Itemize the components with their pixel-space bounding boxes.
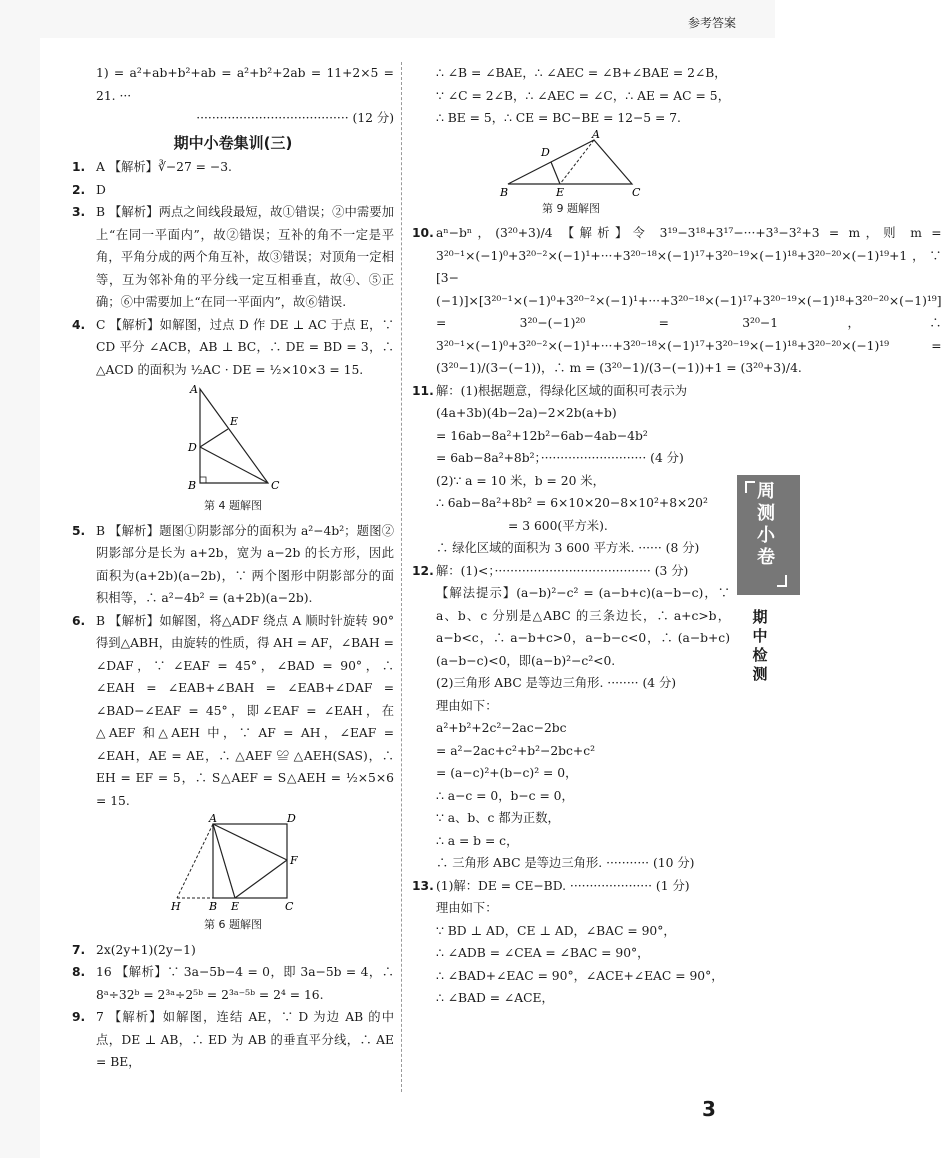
side-tab — [737, 475, 800, 595]
label-b: B — [188, 479, 197, 492]
question-4 — [72, 314, 394, 382]
tab-char: 小 — [757, 525, 775, 546]
answer-text: aⁿ−bⁿ，(3²⁰+3)/4 【解析】令 3¹⁹−3¹⁸+3¹⁷−···+3³−3²+3 = m，则 m = 3²⁰⁻¹×(−1)⁰+3²⁰⁻²×(−1)¹+···+3²⁰⁻¹⁸×(−1)¹⁷+3²⁰⁻¹⁹×(−1)¹⁸+3²⁰⁻²⁰×(−1)¹⁹+1，∵ [3−(−1)]×[3²⁰⁻¹×(−1)⁰+3²⁰⁻²×(−1)¹+···+3²⁰⁻¹⁸×(−1)¹⁷+3²⁰⁻¹⁹×(−1)¹⁸+3²⁰⁻²⁰×(−1)¹⁹] = 3²⁰−(−1)²⁰ = 3²⁰−1，∴ 3²⁰⁻¹×(−1)⁰+3²⁰⁻²×(−1)¹+···+3²⁰⁻¹⁸×(−1)¹⁷+3²⁰⁻¹⁹×(−1)¹⁸+3²⁰⁻²⁰×(−1)¹⁹ = (3²⁰−1)/(3−(−1))，∴ m = (3²⁰−1)/(3−(−1))+1 = (3²⁰+3)/4. — [436, 226, 942, 375]
label-c: C — [285, 900, 294, 913]
side-subtitle — [745, 608, 775, 684]
answer-text: 7 【解析】如解图，连结 AE，∵ D 为边 AB 的中点，DE ⊥ AB，∴ ED 为 AB 的垂直平分线，∴ AE = BE， — [96, 1010, 394, 1069]
answer-text: A 【解析】∛−27 = −3. — [96, 160, 232, 174]
figure-6 — [72, 814, 394, 937]
q13-line-b: 理由如下： — [436, 901, 498, 915]
left-column — [72, 62, 394, 1074]
question-2 — [72, 179, 394, 202]
q11-line-d: = 6ab−8a²+8b²；··························· (4 分) — [436, 451, 684, 465]
q12-line-i: ∵ a、b、c 都为正数， — [436, 811, 560, 825]
q13-line-c: ∵ BD ⊥ AD，CE ⊥ AD，∠BAC = 90°， — [436, 923, 676, 938]
figure-4 — [72, 383, 394, 518]
question-number: 12. — [412, 563, 434, 578]
question-3 — [72, 201, 394, 314]
question-number: 6. — [72, 613, 86, 628]
q12-line-h: ∴ a−c = 0，b−c = 0， — [436, 788, 574, 803]
question-number: 8. — [72, 965, 86, 979]
label-e: E — [556, 185, 565, 199]
question-number: 3. — [72, 205, 86, 219]
question-6 — [72, 610, 394, 813]
tab-char: 周 — [757, 481, 775, 502]
continued-line-1: 1) = a²+ab+b²+ab = a²+b²+2ab = 11+2×5 = 21. ··· — [96, 66, 394, 103]
question-number: 10. — [412, 226, 434, 240]
question-7 — [72, 939, 394, 962]
label-d: D — [541, 145, 550, 159]
label-f: F — [290, 854, 298, 867]
continued-line-2: ······································· (12 分) — [196, 111, 394, 125]
sub-char: 测 — [752, 665, 768, 683]
figure-9 — [412, 127, 730, 221]
q11-line-c: = 16ab−8a²+12b²−6ab−4ab−4b² — [436, 428, 648, 443]
question-10 — [412, 222, 942, 380]
q12-line-f: = a²−2ac+c²+b²−2bc+c² — [436, 743, 596, 758]
question-12 — [412, 560, 730, 583]
question-13 — [412, 875, 730, 898]
question-1 — [72, 156, 394, 179]
label-a: A — [190, 383, 198, 396]
label-a: A — [209, 812, 217, 825]
label-b: B — [500, 185, 509, 199]
q9-continued-2: ∵ ∠C = 2∠B，∴ ∠AEC = ∠C，∴ AE = AC = 5，∴ BE = 5，∴ CE = BC−BE = 12−5 = 7. — [436, 88, 730, 125]
answer-text: B 【解析】题图①阴影部分的面积为 a²−4b²；题图②阴影部分是长为 a+2b，宽为 a−2b 的长方形，因此面积为(a+2b)(a−2b)，∵ 两个图形中阴影部分的面积相等，∴ a²−4b² = (a+2b)(a−2b). — [96, 523, 394, 605]
q12-line-c: (2)三角形 ABC 是等边三角形. ········ (4 分) — [436, 676, 677, 690]
label-c: C — [271, 479, 280, 492]
figure-4-diagram — [178, 383, 288, 495]
q12-line-j: ∴ a = b = c， — [436, 833, 519, 848]
label-e: E — [231, 900, 240, 913]
sub-char: 检 — [752, 646, 768, 664]
question-number: 4. — [72, 317, 86, 332]
tab-char: 卷 — [757, 547, 775, 568]
q11-line-e: (2)∵ a = 10 米，b = 20 米， — [436, 473, 605, 488]
figure-6-diagram — [163, 814, 303, 914]
q11-line-b: (4a+3b)(4b−2a)−2×2b(a+b) — [436, 406, 617, 420]
page-header: 参考答案 — [687, 16, 736, 30]
section-title: 期中小卷集训(三) — [173, 133, 293, 152]
question-number: 7. — [72, 942, 86, 957]
side-tab-title — [751, 481, 781, 569]
right-column — [412, 62, 942, 1010]
label-h: H — [171, 900, 181, 913]
question-number: 11. — [412, 383, 434, 398]
question-5 — [72, 520, 394, 610]
page-number: 3 — [702, 1097, 716, 1121]
question-number: 2. — [72, 182, 86, 197]
question-number: 13. — [412, 878, 434, 893]
figure-6-caption: 第 6 题解图 — [204, 918, 262, 931]
answer-text: 16 【解析】∵ 3a−5b−4 = 0，即 3a−5b = 4，∴ 8ᵃ÷32ᵇ = 2³ᵃ÷2⁵ᵇ = 2³ᵃ⁻⁵ᵇ = 2⁴ = 16. — [96, 965, 394, 1002]
answer-text: 解：(1)<；········································ (3 分) — [436, 563, 689, 578]
label-d: D — [188, 441, 197, 454]
question-number: 1. — [72, 160, 86, 174]
q9-continued-1: ∴ ∠B = ∠BAE，∴ ∠AEC = ∠B+∠BAE = 2∠B， — [436, 66, 727, 80]
q12-line-d: 理由如下： — [436, 698, 498, 713]
question-8 — [72, 961, 394, 1006]
label-a: A — [592, 127, 600, 141]
label-e: E — [230, 415, 239, 428]
answer-text: (1)解：DE = CE−BD. ····················· (1 分) — [436, 878, 690, 893]
q12-line-g: = (a−c)²+(b−c)² = 0， — [436, 766, 578, 780]
answer-text: D — [96, 182, 106, 197]
label-d: D — [287, 812, 296, 825]
question-number: 5. — [72, 523, 86, 538]
answer-text: 2x(2y+1)(2y−1) — [96, 942, 196, 957]
q12-line-k: ∴ 三角形 ABC 是等边三角形. ··········· (10 分) — [436, 856, 695, 870]
q13-line-d: ∴ ∠ADB = ∠CEA = ∠BAC = 90°， — [436, 946, 650, 960]
sub-char: 中 — [752, 627, 768, 645]
question-number: 9. — [72, 1010, 86, 1024]
label-c: C — [632, 185, 641, 199]
q13-line-f: ∴ ∠BAD = ∠ACE， — [436, 991, 554, 1005]
label-b: B — [209, 900, 218, 913]
q11-line-f: ∴ 6ab−8a²+8b² = 6×10×20−8×10²+8×20² — [436, 496, 708, 510]
tab-char: 测 — [757, 503, 775, 524]
tab-bracket-icon — [777, 575, 787, 587]
question-11 — [412, 380, 730, 403]
column-divider — [401, 62, 402, 1092]
answer-text: 解：(1)根据题意，得绿化区域的面积可表示为 — [436, 383, 688, 398]
figure-9-diagram — [496, 127, 646, 199]
q11-line-h: ∴ 绿化区域的面积为 3 600 平方米. ······ (8 分) — [436, 541, 700, 555]
q12-line-e: a²+b²+2c²−2ac−2bc — [436, 721, 567, 735]
answer-text: B 【解析】两点之间线段最短，故①错误；②中需要加上“在同一平面内”，故②错误；互补的角不一定是平角，平角分成的两个角互补，故③错误；对顶角一定相等，互为邻补角的平分线一定互相垂直，故④、⑤正确；⑥中需要加上“在同一平面内”，故⑥错误. — [96, 205, 394, 309]
q13-line-e: ∴ ∠BAD+∠EAC = 90°，∠ACE+∠EAC = 90°， — [436, 968, 724, 983]
q11-line-g: = 3 600(平方米). — [508, 518, 608, 533]
answer-text: C 【解析】如解图，过点 D 作 DE ⊥ AC 于点 E，∵ CD 平分 ∠ACB，AB ⊥ BC，∴ DE = BD = 3，∴ △ACD 的面积为 ½AC · DE = ½×10×3 = 15. — [96, 317, 394, 377]
figure-9-caption: 第 9 题解图 — [542, 201, 600, 215]
q12-line-b: 【解法提示】(a−b)²−c² = (a−b+c)(a−b−c)，∵ a、b、c 分别是△ABC 的三条边长，∴ a+c>b，a−b<c，∴ a−b+c>0，a−b−c<0，∴ (a−b+c)(a−b−c)<0，即(a−b)²−c²<0. — [436, 586, 730, 668]
answer-text: B 【解析】如解图，将△ADF 绕点 A 顺时针旋转 90°得到△ABH，由旋转的性质，得 AH = AF，∠BAH = ∠DAF，∵ ∠EAF = 45°，∠BAD = 90°，∴ ∠EAH = ∠EAB+∠BAH = ∠EAB+∠DAF = ∠BAD−∠EAF = 45°，即∠EAF = ∠EAH，在△AEF 和△AEH 中，∵ AF = AH，∠EAF = ∠EAH，AE = AE，∴ △AEF ≌ △AEH(SAS)，∴ EH = EF = 5，∴ S△AEF = S△AEH = ½×5×6 = 15. — [96, 613, 394, 808]
figure-4-caption: 第 4 题解图 — [204, 499, 262, 512]
sub-char: 期 — [752, 608, 768, 626]
question-9 — [72, 1006, 394, 1074]
